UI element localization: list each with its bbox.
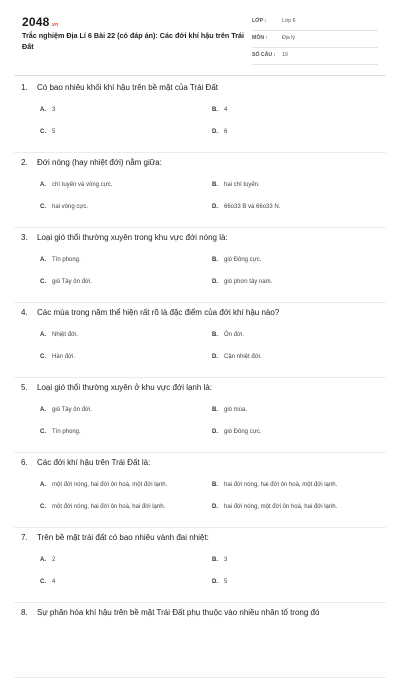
option-a[interactable] xyxy=(40,182,112,188)
option-text: gió Đông cực. xyxy=(224,257,262,263)
option-text: gió Tây ôn đới. xyxy=(52,407,92,413)
header-divider xyxy=(14,75,386,76)
option-a[interactable] xyxy=(40,482,167,488)
question-text xyxy=(21,308,279,317)
question-number: 3. xyxy=(21,233,28,242)
option-b[interactable] xyxy=(212,557,227,563)
option-letter: D. xyxy=(212,354,218,360)
option-text: Cận nhiệt đới. xyxy=(224,354,262,360)
option-a[interactable] xyxy=(40,332,78,338)
option-letter: A. xyxy=(40,557,46,563)
question-number: 6. xyxy=(21,458,28,467)
option-d[interactable] xyxy=(212,504,337,510)
option-letter: B. xyxy=(212,107,218,113)
option-letter: C. xyxy=(40,354,46,360)
option-letter: A. xyxy=(40,107,46,113)
option-letter: B. xyxy=(212,407,218,413)
option-d[interactable] xyxy=(212,204,280,210)
option-a[interactable] xyxy=(40,407,92,413)
meta-info xyxy=(252,16,378,67)
option-d[interactable] xyxy=(212,279,272,285)
option-c[interactable] xyxy=(40,129,55,135)
meta-row-class xyxy=(252,16,378,31)
option-text: một đới nóng, hai đới ôn hoà, một đới lạnh. xyxy=(52,482,168,488)
option-text: Tín phong. xyxy=(52,429,81,435)
meta-value: Lớp 6 xyxy=(282,18,296,24)
option-text: 6 xyxy=(224,129,228,135)
option-letter: C. xyxy=(40,579,46,585)
option-b[interactable] xyxy=(212,482,337,488)
option-text: hai chí tuyến. xyxy=(224,182,260,188)
option-letter: C. xyxy=(40,504,46,510)
option-text: 4 xyxy=(224,107,228,113)
option-text: một đới nóng, hai đới ôn hoà, hai đới lạnh. xyxy=(52,504,166,510)
option-letter: A. xyxy=(40,407,46,413)
meta-label: MÔN : xyxy=(252,35,268,41)
option-letter: C. xyxy=(40,129,46,135)
option-c[interactable] xyxy=(40,579,55,585)
question-number: 1. xyxy=(21,83,28,92)
question-stem: Có bao nhiêu khối khí hậu trên bề mặt của Trái Đất xyxy=(37,83,218,92)
option-a[interactable] xyxy=(40,107,55,113)
question-text xyxy=(21,158,162,167)
question-number: 2. xyxy=(21,158,28,167)
question-5 xyxy=(0,378,400,453)
question-text xyxy=(21,83,218,92)
option-letter: A. xyxy=(40,257,46,263)
option-letter: B. xyxy=(212,182,218,188)
meta-value: Địa lý xyxy=(282,35,295,41)
meta-value: 10 xyxy=(282,52,288,58)
option-letter: C. xyxy=(40,204,46,210)
option-d[interactable] xyxy=(212,579,227,585)
option-text: 2 xyxy=(52,557,56,563)
option-text: 3 xyxy=(52,107,56,113)
question-number: 5. xyxy=(21,383,28,392)
question-text xyxy=(21,383,212,392)
option-letter: B. xyxy=(212,557,218,563)
option-text: Tín phong. xyxy=(52,257,81,263)
option-letter: D. xyxy=(212,429,218,435)
option-letter: D. xyxy=(212,504,218,510)
question-stem: Các đới khí hậu trên Trái Đất là: xyxy=(37,458,151,467)
option-letter: A. xyxy=(40,182,46,188)
option-a[interactable] xyxy=(40,557,55,563)
option-c[interactable] xyxy=(40,204,88,210)
option-a[interactable] xyxy=(40,257,81,263)
question-list xyxy=(0,78,400,678)
option-text: 4 xyxy=(52,579,56,585)
question-4 xyxy=(0,303,400,378)
option-text: gió Tây ôn đới. xyxy=(52,279,92,285)
question-3 xyxy=(0,228,400,303)
question-stem: Đới nóng (hay nhiệt đới) nằm giữa: xyxy=(37,158,162,167)
option-c[interactable] xyxy=(40,279,92,285)
option-text: 5 xyxy=(224,579,228,585)
option-b[interactable] xyxy=(212,407,247,413)
option-c[interactable] xyxy=(40,429,81,435)
page-title: Trắc nghiệm Địa Lí 6 Bài 22 (có đáp án): Các đới khí hậu trên Trái Đất xyxy=(22,31,244,51)
option-b[interactable] xyxy=(212,332,244,338)
option-letter: D. xyxy=(212,279,218,285)
option-letter: D. xyxy=(212,579,218,585)
meta-label: LỚP : xyxy=(252,18,267,24)
option-letter: A. xyxy=(40,332,46,338)
question-1 xyxy=(0,78,400,153)
option-b[interactable] xyxy=(212,107,227,113)
option-d[interactable] xyxy=(212,354,262,360)
option-text: gió mùa. xyxy=(224,407,248,413)
option-letter: D. xyxy=(212,204,218,210)
question-6 xyxy=(0,453,400,528)
option-text: hai đới nóng, một đới ôn hoà, hai đới lạnh. xyxy=(224,504,338,510)
option-text: hai vòng cực. xyxy=(52,204,89,210)
option-text: Ôn đới. xyxy=(224,332,244,338)
question-text xyxy=(21,458,150,467)
question-8 xyxy=(0,603,400,678)
option-text: Nhiệt đới. xyxy=(52,332,78,338)
meta-row-subject xyxy=(252,33,378,48)
question-text xyxy=(21,233,228,242)
question-stem: Loại gió thổi thường xuyên ở khu vực đới lạnh là: xyxy=(37,383,212,392)
option-c[interactable] xyxy=(40,354,75,360)
site-logo[interactable] xyxy=(22,15,58,29)
option-letter: A. xyxy=(40,482,46,488)
option-letter: D. xyxy=(212,129,218,135)
option-text: chí tuyến và vòng cực. xyxy=(52,182,113,188)
question-stem: Trên bề mặt trái đất có bao nhiêu vành đai nhiệt: xyxy=(37,533,209,542)
option-c[interactable] xyxy=(40,504,165,510)
meta-label: SỐ CÂU : xyxy=(252,52,276,58)
option-text: Hàn đới. xyxy=(52,354,75,360)
option-letter: B. xyxy=(212,257,218,263)
question-text xyxy=(21,608,319,617)
option-text: 5 xyxy=(52,129,56,135)
question-stem: Các mùa trong năm thể hiện rất rõ là đặc điểm của đới khí hậu nào? xyxy=(37,308,280,317)
option-letter: B. xyxy=(212,332,218,338)
option-b[interactable] xyxy=(212,182,260,188)
option-text: 66o33 B và 66o33 N. xyxy=(224,204,281,210)
question-2 xyxy=(0,153,400,228)
option-d[interactable] xyxy=(212,429,261,435)
option-letter: C. xyxy=(40,279,46,285)
question-stem: Loại gió thổi thường xuyên trong khu vực đới nóng là: xyxy=(37,233,228,242)
question-7 xyxy=(0,528,400,603)
question-text xyxy=(21,533,209,542)
option-text: gió Đông cực. xyxy=(224,429,262,435)
question-stem: Sự phân hóa khí hậu trên bề mặt Trái Đất phụ thuộc vào nhiều nhân tố trong đó xyxy=(37,608,320,617)
option-text: gió phơn tây nam. xyxy=(224,279,273,285)
option-text: 3 xyxy=(224,557,228,563)
option-letter: B. xyxy=(212,482,218,488)
logo-suffix: .vn xyxy=(50,22,59,28)
logo-text: 2048 xyxy=(22,15,50,29)
page-header xyxy=(0,0,400,72)
question-number: 7. xyxy=(21,533,28,542)
question-number: 8. xyxy=(21,608,28,617)
option-d[interactable] xyxy=(212,129,227,135)
meta-row-count xyxy=(252,50,378,65)
option-text: hai đới nóng, hai đới ôn hoà, một đới lạnh. xyxy=(224,482,338,488)
option-letter: C. xyxy=(40,429,46,435)
question-number: 4. xyxy=(21,308,28,317)
option-b[interactable] xyxy=(212,257,261,263)
